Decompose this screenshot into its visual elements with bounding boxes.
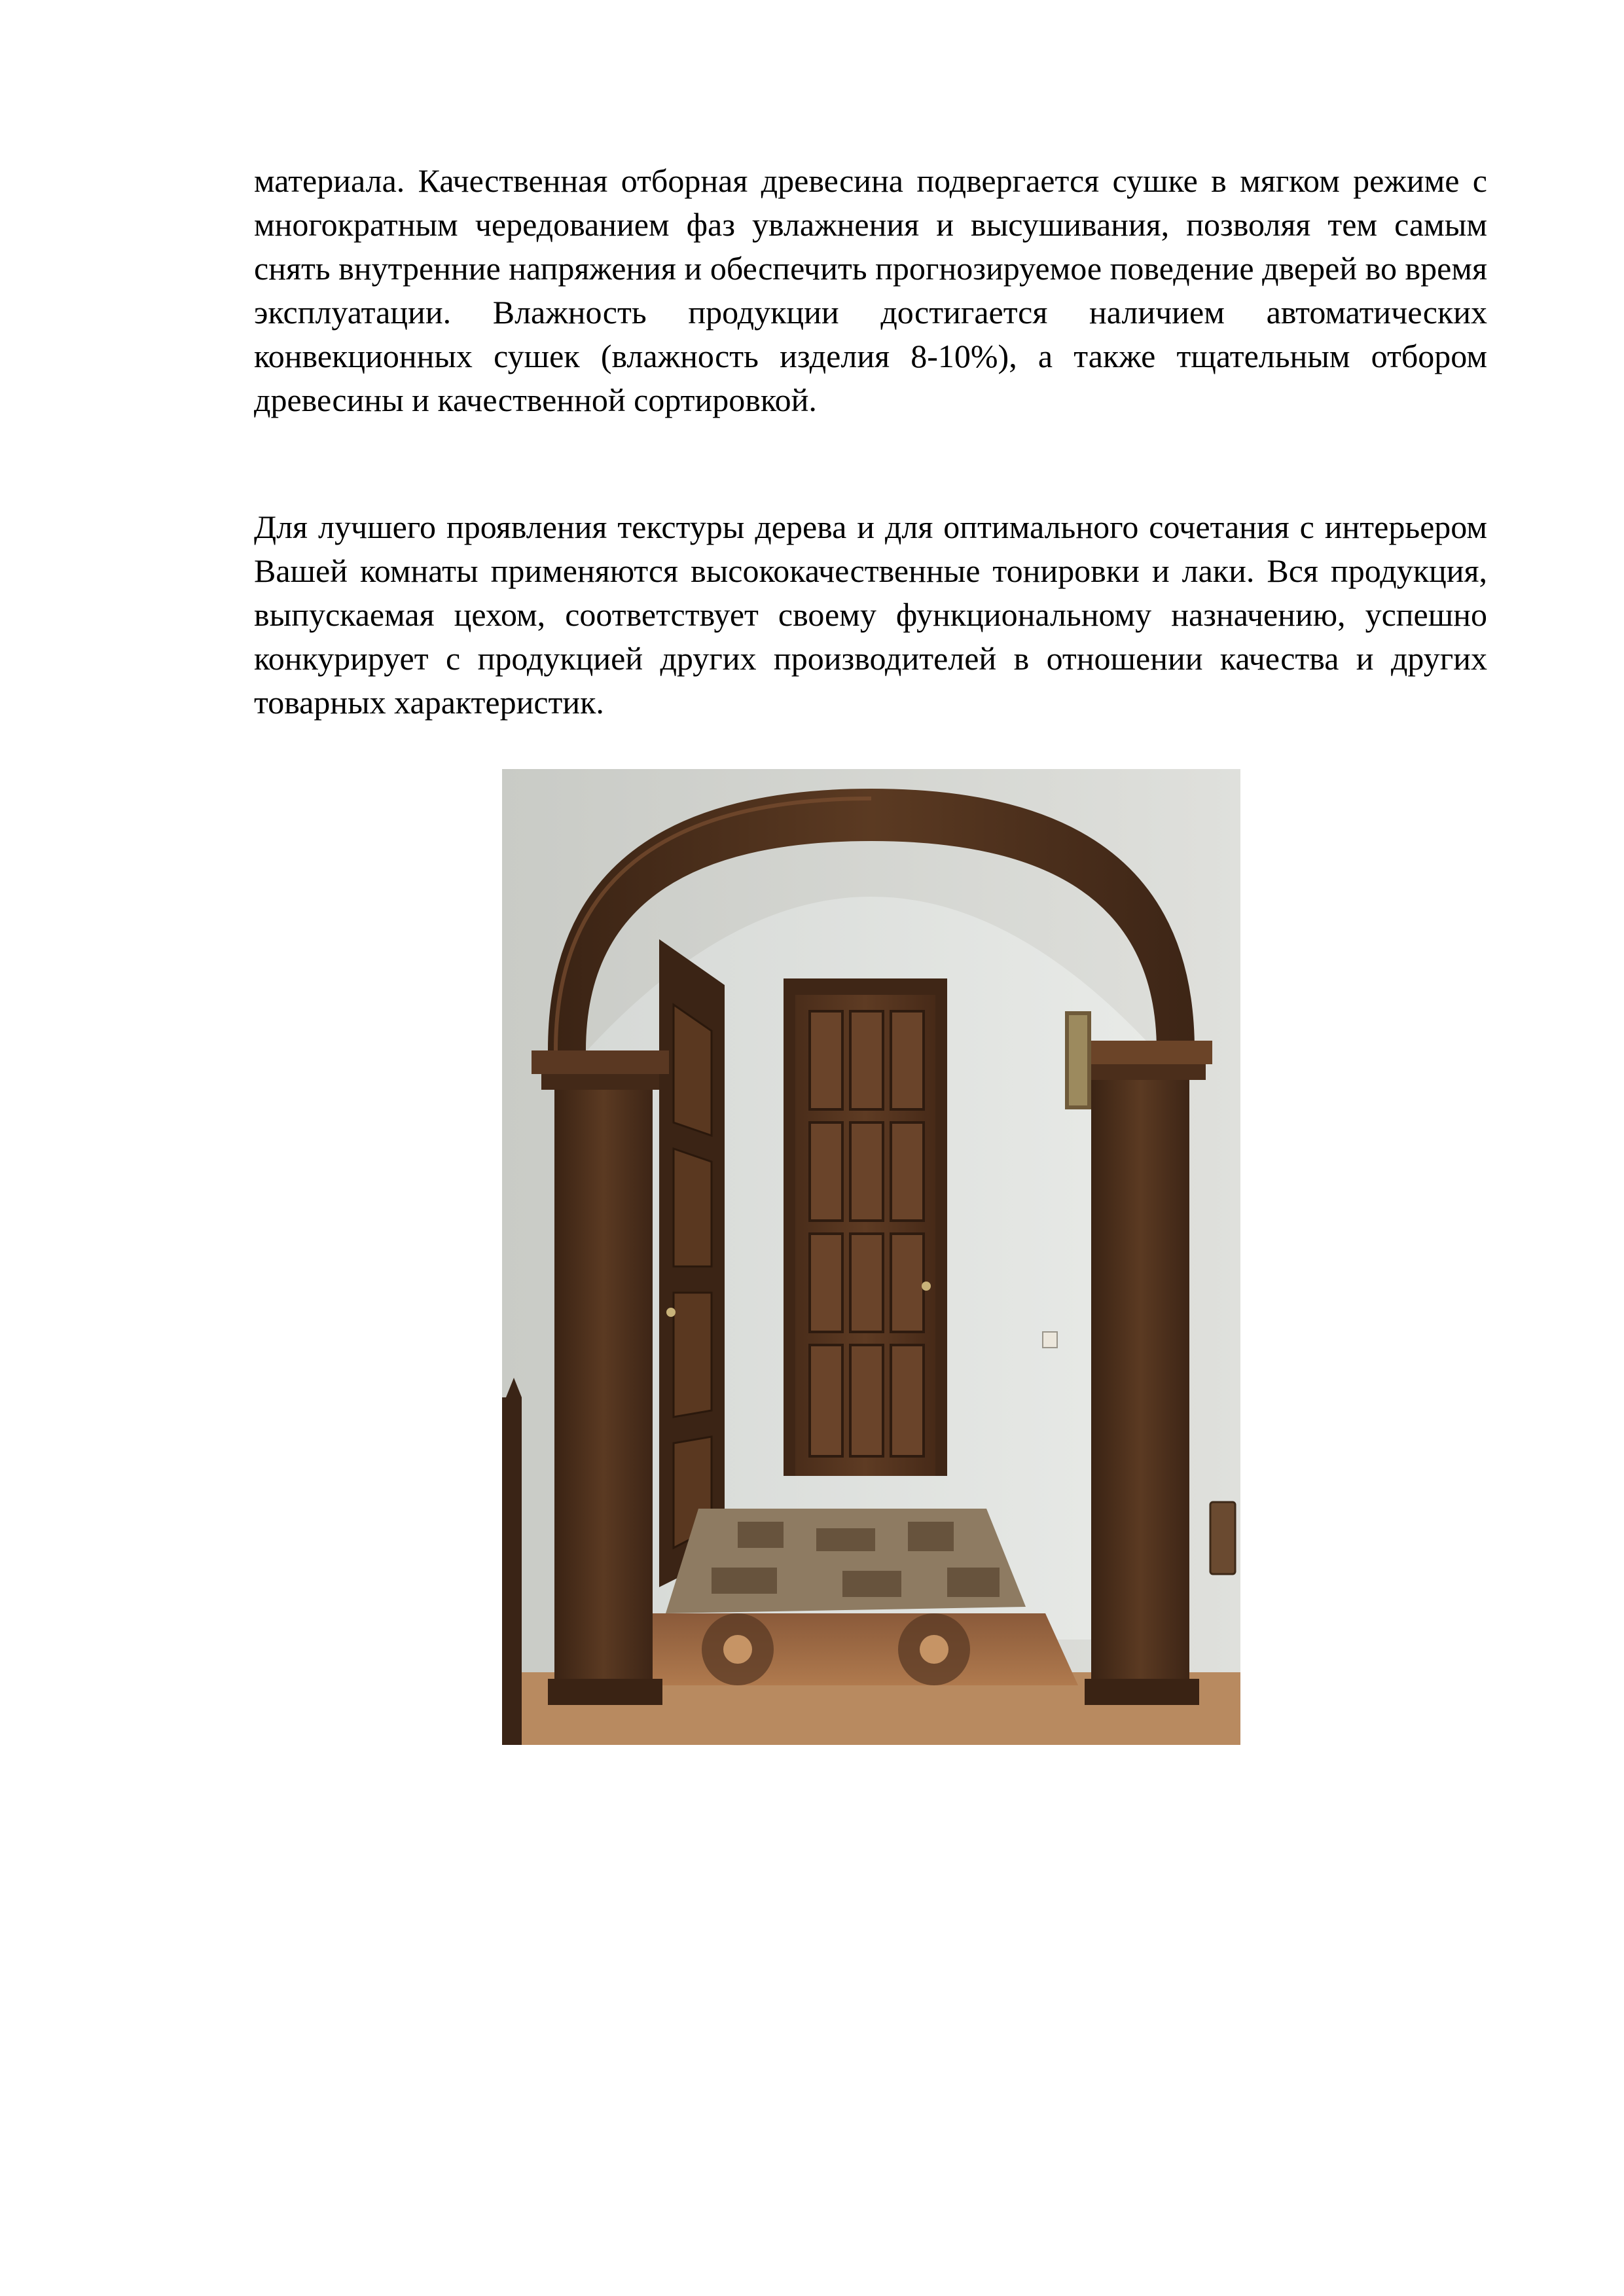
paragraph-drying: материала. Качественная отборная древесина подвергается сушке в мягком режиме с многократным чередованием фаз увлажнения и высушивания, позволяя тем самым снять внутренние напряжения и обеспечить прогнозируемое поведение дверей во время эксплуатации. Влажность продукции достигается наличием автоматических конвекционных сушек (влажность изделия 8-10%), а также тщательным отбором древесины и качественной сортировкой. (254, 162, 1487, 418)
paragraph-finishing: Для лучшего проявления текстуры дерева и для оптимального сочетания с интерьером Вашей комнаты применяются высококачественные тонировки и лаки. Вся продукция, выпускаемая цехом, соответствует своему функциональному назначению, успешно конкурирует с продукцией других производителей в отношении качества и других товарных характеристик. (254, 509, 1487, 721)
wooden-arch-doorway-photo (502, 769, 1240, 1745)
